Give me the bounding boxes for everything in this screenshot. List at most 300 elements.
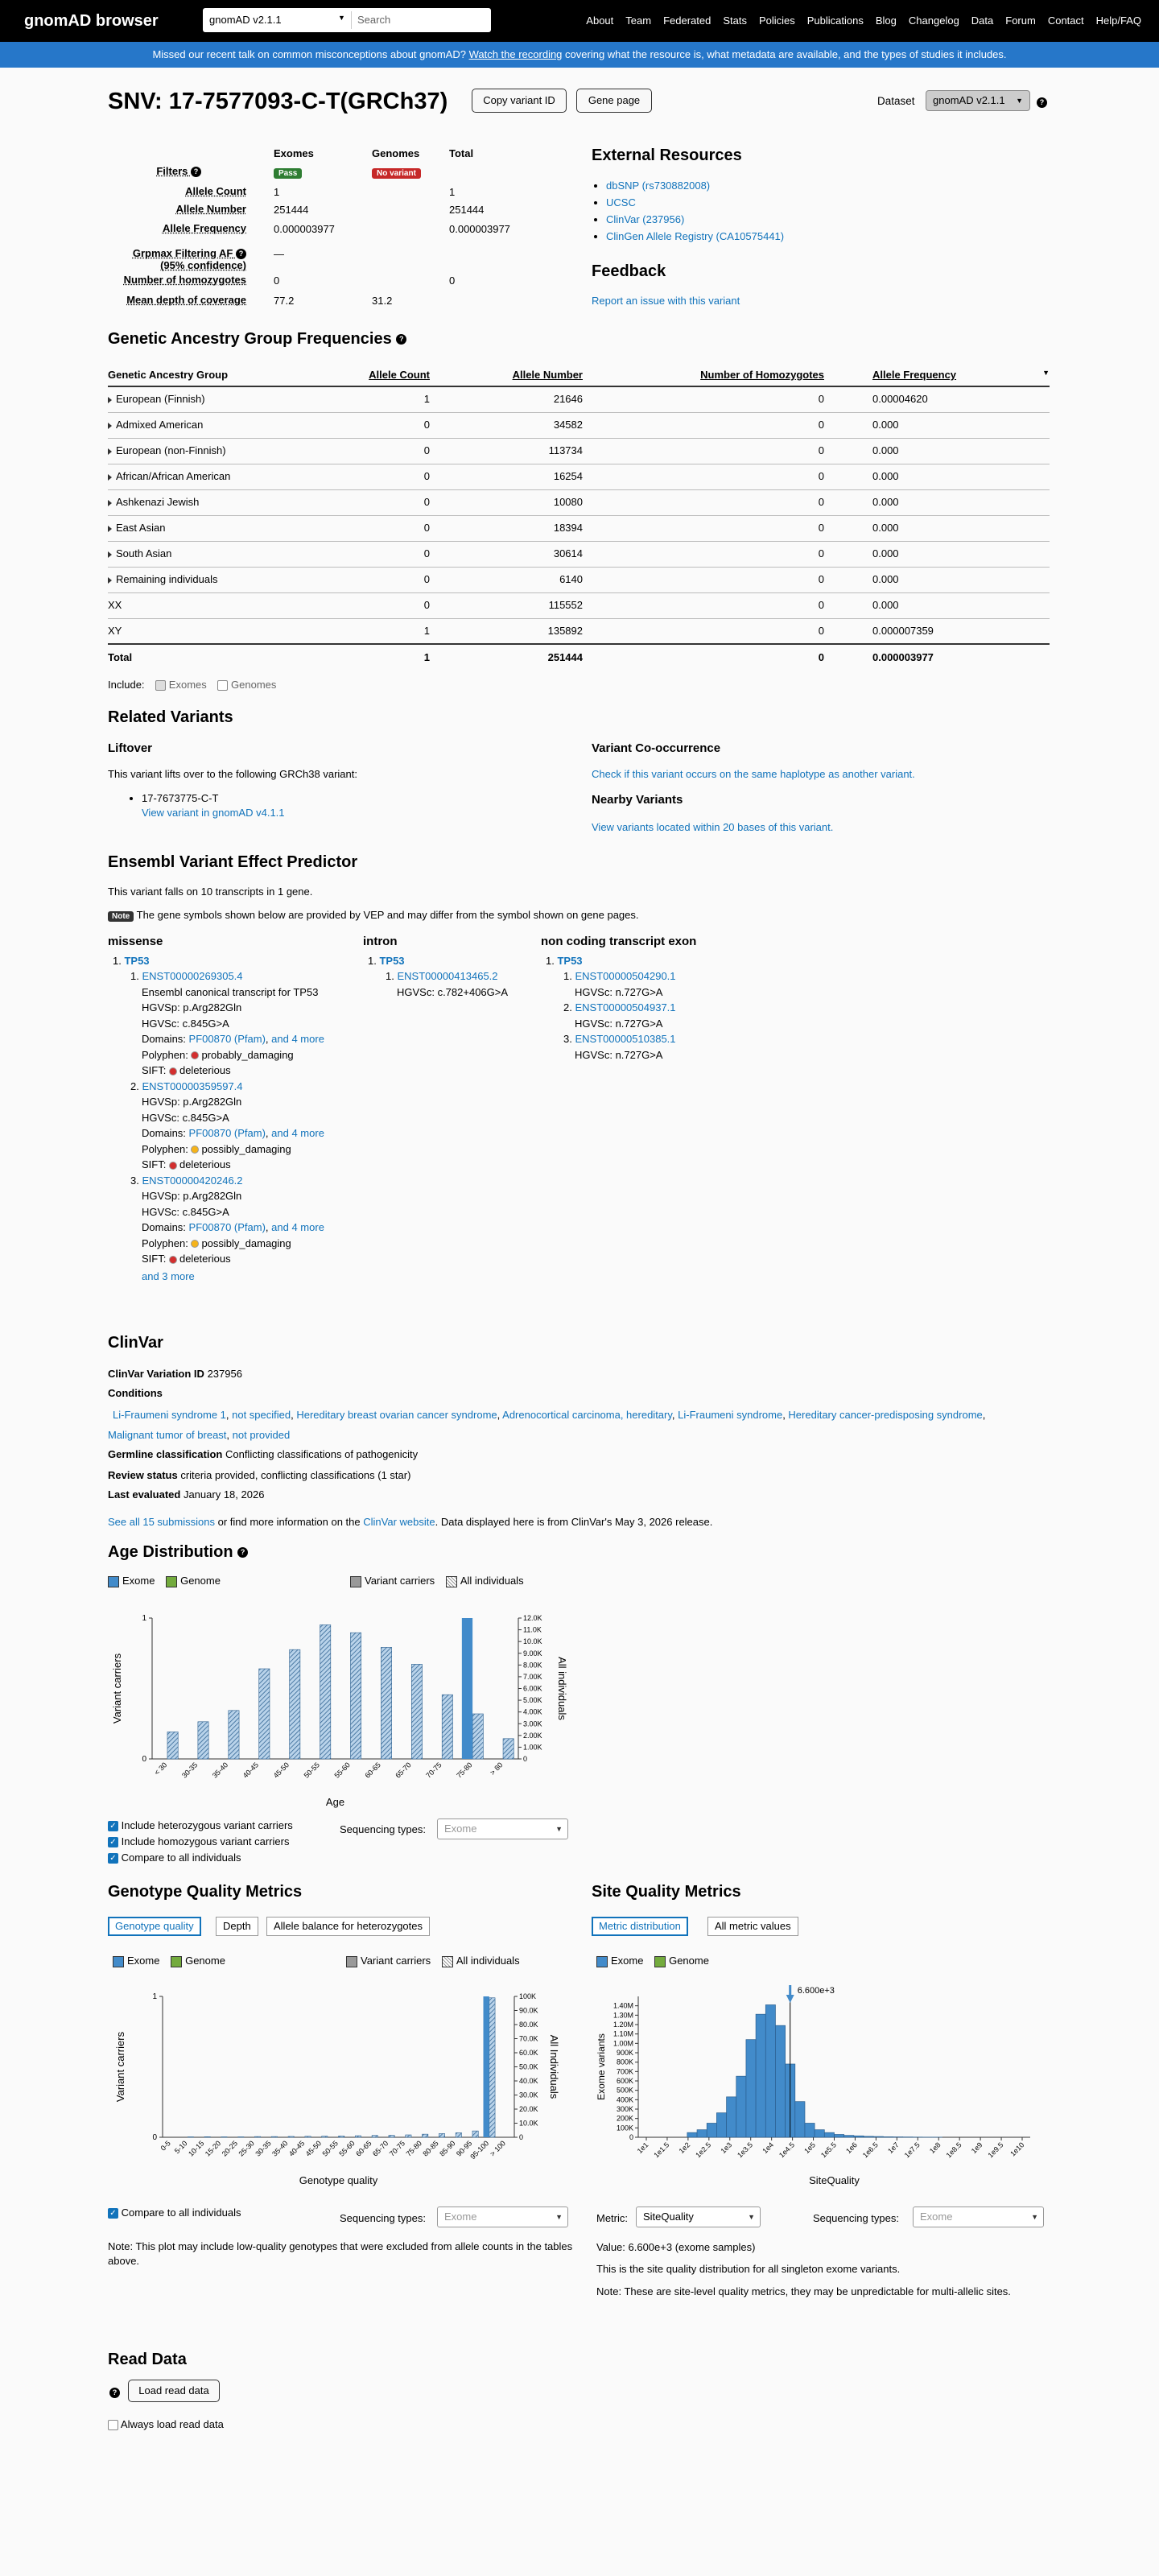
all-individuals-bar	[229, 1711, 239, 1759]
cell-text: 0	[818, 470, 824, 483]
y-tick-label: 1.10M	[612, 2029, 633, 2038]
transcript-link[interactable]: ENST00000359597.4	[142, 1080, 243, 1092]
dataset-selector[interactable]: gnomAD v2.1.1	[209, 14, 282, 26]
genome-swatch	[166, 1576, 177, 1587]
vep-title: Ensembl Variant Effect Predictor	[108, 853, 358, 871]
all-individuals-bar	[489, 1998, 495, 2137]
banner-link[interactable]: Watch the recording	[468, 48, 563, 60]
sort-icon[interactable]: ▼	[1042, 368, 1050, 377]
x-tick-label: 45-50	[271, 1761, 291, 1780]
condition-link[interactable]: Li-Fraumeni syndrome	[678, 1409, 783, 1421]
y2-tick-label: 7.00K	[523, 1672, 542, 1681]
sift-value: deleterious	[179, 1064, 231, 1076]
cell-af	[824, 412, 1050, 438]
genome-filter-badge: No variant	[372, 165, 421, 180]
cell-g[interactable]	[108, 464, 309, 489]
cell-text: 1	[423, 650, 430, 663]
freq-cell-e: 251444	[274, 204, 309, 216]
all-individuals-bar	[372, 2136, 377, 2137]
ancestry-table	[108, 364, 1050, 670]
all-individuals-bar	[238, 2136, 244, 2137]
cell-text: 0.000	[872, 496, 899, 509]
compare-all-checkbox[interactable]: ✓	[108, 2208, 118, 2219]
cell-g[interactable]	[108, 386, 309, 412]
x-tick-label: 30-35	[254, 2139, 273, 2158]
nav-contact[interactable]: Contact	[1047, 14, 1084, 27]
cell-hom	[583, 567, 824, 592]
banner-text-end: covering what the resource is, what metadata are available, and the types of studies it includes.	[565, 48, 1007, 60]
liftover-list	[142, 791, 218, 806]
search-bar[interactable]	[203, 8, 491, 32]
vep-intro: This variant falls on 10 transcripts in 1 gene.	[108, 886, 313, 898]
cell-text: 0	[818, 547, 824, 560]
x-tick-label: 30-35	[179, 1761, 200, 1780]
freq-cell-e: 1	[274, 186, 280, 198]
x-tick-label: 15-20	[203, 2139, 223, 2158]
vep-note	[108, 908, 639, 923]
cell-hom	[583, 386, 824, 412]
all-individuals-bar	[221, 2136, 227, 2137]
cell-text: 0	[818, 419, 824, 431]
y2-tick-label: 3.00K	[523, 1719, 542, 1728]
col-allele-frequency[interactable]: Allele Frequency ▼	[824, 364, 1050, 386]
y2-tick-label: 20.0K	[519, 2105, 538, 2113]
x-tick-label: 1e7	[886, 2140, 901, 2156]
cell-text: 115552	[548, 599, 583, 612]
x-tick-label: 50-55	[320, 2139, 340, 2158]
y-tick-label: 300K	[616, 2105, 633, 2113]
transcript-link[interactable]: ENST00000269305.4	[142, 970, 243, 982]
note-text: The gene symbols shown below are provided by VEP and may differ from the symbol shown on gene pages.	[136, 909, 639, 921]
help-icon[interactable]: ?	[1037, 95, 1047, 109]
y-tick-label: 1.40M	[612, 2001, 633, 2010]
help-icon[interactable]: ?	[236, 249, 246, 259]
cell-g[interactable]	[108, 567, 309, 592]
hgvsp: HGVSp: p.Arg282Gln	[142, 1001, 242, 1013]
tab-all-metric-values[interactable]: All metric values	[707, 1917, 798, 1936]
age-legend-series: Variant carriers All individuals	[350, 1574, 524, 1588]
help-icon[interactable]: ?	[109, 2385, 120, 2400]
expand-icon[interactable]	[108, 423, 112, 429]
cell-ac	[309, 515, 430, 541]
cell-text: 0	[423, 419, 430, 431]
nav-stats[interactable]: Stats	[723, 14, 747, 27]
nav-publications[interactable]: Publications	[806, 14, 864, 27]
cell-an	[430, 412, 583, 438]
col-allele-number[interactable]: Allele Number	[430, 364, 583, 386]
y-tick-label: 0	[142, 1755, 146, 1764]
more-domains-link[interactable]: and 4 more	[271, 1221, 324, 1233]
variant-carriers-bar	[462, 1618, 472, 1759]
gq-note: Note: This plot may include low-quality genotypes that were excluded from allele counts in the tables above.	[108, 2240, 573, 2267]
cell-an	[430, 592, 583, 618]
marker-arrow-icon	[786, 1995, 794, 2003]
sift-icon	[169, 1256, 177, 1264]
cell-text: 113734	[548, 444, 583, 457]
cell-hom	[583, 438, 824, 464]
x-tick-label: 1e8.5	[944, 2140, 963, 2160]
y-tick-label: 1.00M	[612, 2039, 633, 2048]
histogram-bar	[765, 2005, 775, 2138]
condition-link[interactable]: Hereditary cancer-predisposing syndrome	[788, 1409, 983, 1421]
nav-federated[interactable]: Federated	[663, 14, 711, 27]
y-tick-label: 800K	[616, 2058, 633, 2066]
x-tick-label: 10-15	[187, 2139, 206, 2158]
clinvar-website-link[interactable]: ClinVar website	[363, 1516, 435, 1528]
dataset-dropdown[interactable]: gnomAD v2.1.1 ▼	[926, 90, 1030, 111]
intron-column: intron 1. TP53 1. ENST00000413465.2 HGVSc: c.782+406G>A	[363, 934, 524, 1000]
cell-ac	[309, 644, 430, 670]
noncoding-column: non coding transcript exon 1. TP53 1. ENST00000504290.1 HGVSc: n.727G>A 2. ENST00000504937.1 HGVSc: n.727G>A 3. ENST00000510385.1 HGVSc: n.727G>A	[541, 934, 782, 1063]
cell-af	[824, 489, 1050, 515]
cell-text: 0	[818, 522, 824, 535]
clinvar-footer: See all 15 submissions or find more information on the ClinVar website. Data displayed here is from ClinVar's May 3, 2026 release.	[108, 1516, 713, 1528]
cell-text: 0	[818, 599, 824, 612]
cell-text: 1	[423, 624, 430, 637]
cell-an	[430, 541, 583, 567]
canonical-note: Ensembl canonical transcript for TP53	[142, 985, 319, 998]
cell-text: 0	[423, 522, 430, 535]
submissions-link[interactable]: See all 15 submissions	[108, 1516, 215, 1528]
expand-icon[interactable]	[108, 397, 112, 403]
cell-af	[824, 567, 1050, 592]
exome-swatch	[596, 1956, 608, 1967]
cell-text: 0	[423, 496, 430, 509]
expand-icon[interactable]	[108, 500, 112, 506]
age-seq-dropdown[interactable]: Exome ▼	[437, 1818, 568, 1839]
filters-label: Filters ?	[56, 164, 201, 179]
genomes-checkbox[interactable]	[217, 680, 228, 691]
exomes-checkbox[interactable]	[155, 680, 166, 691]
cell-text: 16254	[553, 470, 583, 483]
more-transcripts-link[interactable]: and 3 more	[142, 1269, 195, 1282]
col-group[interactable]: Genetic Ancestry Group	[108, 364, 309, 386]
age-distribution-title: Age Distribution ?	[108, 1542, 248, 1563]
cell-af	[824, 515, 1050, 541]
tab-depth[interactable]: Depth	[216, 1917, 258, 1936]
sq-legend-datasets: Exome Genome	[596, 1954, 709, 1968]
tab-metric-distribution[interactable]: Metric distribution	[592, 1917, 688, 1936]
compare-all-checkbox[interactable]: ✓	[108, 1853, 118, 1864]
cell-text: 6140	[559, 573, 583, 586]
gene-link[interactable]: TP53	[124, 954, 150, 967]
germline-classification: Germline classification Conflicting classifications of pathogenicity	[108, 1448, 419, 1460]
y2-tick-label: 11.0K	[523, 1625, 542, 1634]
cell-hom	[583, 618, 824, 644]
domain-link[interactable]: PF00870 (Pfam)	[188, 1221, 266, 1233]
more-domains-link[interactable]: and 4 more	[271, 1033, 324, 1045]
cell-text: 0.000007359	[872, 624, 934, 637]
nav-data[interactable]: Data	[971, 14, 994, 27]
freq-cell-e: 77.2	[274, 295, 295, 307]
intron-title: intron	[363, 935, 398, 948]
site-quality-chart	[592, 1976, 1058, 2194]
expand-icon[interactable]	[108, 551, 112, 558]
hgvsc: HGVSc: n.727G>A	[575, 1017, 663, 1030]
help-icon[interactable]: ?	[237, 1547, 248, 1558]
transcript-link[interactable]: ENST00000504290.1	[575, 970, 676, 982]
cell-ac	[309, 592, 430, 618]
col-exomes: Exomes	[274, 147, 314, 159]
y2-tick-label: 30.0K	[519, 2091, 538, 2099]
domain-link[interactable]: PF00870 (Pfam)	[188, 1127, 266, 1139]
liftover-link[interactable]: View variant in gnomAD v4.1.1	[142, 807, 285, 819]
tab-genotype-quality[interactable]: Genotype quality	[108, 1917, 201, 1936]
x-tick-label: 1e1.5	[652, 2140, 671, 2160]
gene-link[interactable]: TP53	[557, 954, 583, 967]
histogram-bar	[864, 2136, 873, 2137]
gene-page-button[interactable]: Gene page	[576, 89, 652, 113]
x-tick-label: 40-45	[241, 1761, 261, 1780]
hgvsp: HGVSp: p.Arg282Gln	[142, 1190, 242, 1202]
x-tick-label: 1e9.5	[986, 2140, 1005, 2160]
all-individuals-bar	[442, 1695, 452, 1759]
y2-tick-label: 6.00K	[523, 1684, 542, 1693]
cell-g[interactable]	[108, 541, 309, 567]
cell-g	[108, 592, 309, 618]
sift-icon	[169, 1067, 177, 1075]
all-individuals-bar	[320, 1624, 331, 1759]
nav-policies[interactable]: Policies	[758, 14, 795, 27]
ucsc-link[interactable]: UCSC	[606, 196, 636, 208]
nav-team[interactable]: Team	[625, 14, 652, 27]
cell-text: Total	[108, 650, 133, 663]
all-individuals-bar	[271, 2136, 277, 2137]
cell-g[interactable]	[108, 438, 309, 464]
col-allele-count[interactable]: Allele Count	[309, 364, 430, 386]
metric-note: Note: These are site-level quality metrics, they may be unpredictable for multi-allelic sites.	[596, 2285, 1011, 2297]
nav-changelog[interactable]: Changelog	[908, 14, 959, 27]
homozygous-checkbox[interactable]: ✓	[108, 1837, 118, 1847]
polyphen-icon	[191, 1051, 199, 1059]
genome-swatch	[654, 1956, 666, 1967]
y2-tick-label: 8.00K	[523, 1661, 542, 1670]
all-individuals-bar	[305, 2136, 311, 2137]
y-tick-label: 0	[629, 2133, 633, 2141]
y2-tick-label: 1.00K	[523, 1743, 542, 1752]
x-tick-label: 90-95	[455, 2139, 474, 2158]
condition-link[interactable]: Adrenocortical carcinoma, hereditary	[502, 1409, 672, 1421]
cell-an	[430, 438, 583, 464]
expand-icon[interactable]	[108, 577, 112, 584]
dbsnp-link[interactable]: dbSNP (rs730882008)	[606, 180, 711, 192]
search-input[interactable]: Search	[357, 14, 391, 26]
include-row	[108, 678, 276, 692]
x-tick-label: 40-45	[287, 2139, 307, 2158]
top-navbar	[0, 0, 1159, 42]
cell-text: XX	[108, 599, 122, 612]
exome-swatch	[113, 1956, 124, 1967]
histogram-bar	[873, 2136, 883, 2137]
nav-forum[interactable]: Forum	[1005, 14, 1036, 27]
related-variants-title: Related Variants	[108, 708, 233, 726]
conditions-list: Li-Fraumeni syndrome 1, not specified, Hereditary breast ovarian cancer syndrome, Adrenocortical carcinoma, hereditary, Li-Fraumeni syndrome, Hereditary cancer-predisposing syndrome, Malignant tumor of breast, not provided	[108, 1409, 986, 1441]
exome-filter-badge: Pass	[274, 165, 302, 180]
y-tick-label: 900K	[616, 2049, 633, 2057]
histogram-bar	[746, 2040, 756, 2137]
expand-icon[interactable]	[108, 474, 112, 481]
x-tick-label: 1e7.5	[902, 2140, 922, 2160]
histogram-bar	[727, 2097, 736, 2137]
gq-seq-label: Sequencing types:	[340, 2212, 426, 2224]
cell-g	[108, 644, 309, 670]
cell-an	[430, 464, 583, 489]
cell-text: Admixed American	[116, 419, 204, 431]
cell-text: 34582	[553, 419, 583, 431]
histogram-bar	[775, 2025, 785, 2137]
cell-text: South Asian	[116, 547, 172, 560]
sift-icon	[169, 1162, 177, 1170]
x-tick-label: 65-70	[394, 1761, 413, 1780]
x-tick-label: 1e4.5	[777, 2140, 797, 2160]
cell-g[interactable]	[108, 489, 309, 515]
cell-ac	[309, 438, 430, 464]
polyphen-value: possibly_damaging	[201, 1142, 291, 1155]
x-tick-label: 5-10	[172, 2139, 189, 2156]
condition-link[interactable]: not specified	[232, 1409, 291, 1421]
gene-link[interactable]: TP53	[379, 954, 405, 967]
metric-dropdown[interactable]: SiteQuality ▼	[636, 2207, 761, 2227]
metric-value-line: Value: 6.600e+3 (exome samples)	[596, 2241, 756, 2253]
age-legend-datasets: Exome Genome	[108, 1574, 221, 1588]
transcript-link[interactable]: ENST00000510385.1	[575, 1033, 676, 1045]
x-tick-label: 1e6	[844, 2140, 859, 2156]
table-row	[108, 541, 1050, 567]
clinvar-id: ClinVar Variation ID 237956	[108, 1368, 242, 1380]
heterozygous-checkbox[interactable]: ✓	[108, 1821, 118, 1831]
all-individuals-bar	[350, 1633, 361, 1759]
histogram-bar	[854, 2136, 864, 2137]
transcript-link[interactable]: ENST00000504937.1	[575, 1001, 676, 1013]
x-tick-label: 25-30	[237, 2139, 256, 2158]
genotype-quality-title: Genotype Quality Metrics	[108, 1883, 303, 1901]
cell-af	[824, 618, 1050, 644]
always-load-checkbox[interactable]	[108, 2420, 118, 2430]
y-tick-label: 1	[142, 1614, 146, 1623]
y2-tick-label: 5.00K	[523, 1696, 542, 1705]
cell-text: 0.00004620	[872, 393, 928, 406]
metric-description: This is the site quality distribution for all singleton exome variants.	[596, 2263, 901, 2275]
x-tick-label: 1e1	[635, 2140, 650, 2156]
clinvar-link[interactable]: ClinVar (237956)	[606, 213, 685, 225]
page-title: SNV: 17-7577093-C-T(GRCh37)	[108, 89, 448, 114]
x-tick-label: 1e9	[969, 2140, 984, 2156]
condition-link[interactable]: Li-Fraumeni syndrome 1	[113, 1409, 226, 1421]
metric-label: Metric:	[596, 2212, 628, 2224]
all-individuals-swatch	[446, 1576, 457, 1587]
site-quality-title: Site Quality Metrics	[592, 1883, 741, 1901]
y-tick-label: 500K	[616, 2086, 633, 2095]
cell-text: 0.000	[872, 444, 899, 457]
transcript-link[interactable]: ENST00000413465.2	[397, 970, 498, 982]
col-homozygotes[interactable]: Number of Homozygotes	[583, 364, 824, 386]
histogram-bar	[756, 2014, 765, 2137]
condition-link[interactable]: Hereditary breast ovarian cancer syndrome	[296, 1409, 497, 1421]
x-tick-label: 60-65	[354, 2139, 373, 2158]
hgvsc: HGVSc: c.845G>A	[142, 1017, 229, 1030]
x-tick-label: 85-90	[438, 2139, 457, 2158]
nav-blog[interactable]: Blog	[875, 14, 897, 27]
all-individuals-bar	[411, 1664, 422, 1759]
freq-row-label: Allele Frequency	[162, 222, 246, 234]
nearby-link[interactable]: View variants located within 20 bases of this variant.	[592, 821, 834, 833]
y2-tick-label: 10.0K	[523, 1637, 542, 1646]
nav-about[interactable]: About	[586, 14, 614, 27]
marker-label: 6.600e+3	[797, 1986, 835, 1996]
freq-row-label: Allele Count	[185, 185, 246, 197]
cell-g[interactable]	[108, 515, 309, 541]
all-individuals-bar	[322, 2136, 328, 2137]
table-row	[108, 438, 1050, 464]
x-tick-label: 50-55	[302, 1761, 321, 1780]
noncoding-title: non coding transcript exon	[541, 935, 697, 948]
conditions-label: Conditions	[108, 1387, 163, 1399]
cell-text: 1	[423, 393, 430, 406]
sq-seq-dropdown[interactable]: Exome ▼	[913, 2207, 1044, 2227]
cell-text: 251444	[547, 650, 583, 663]
copy-variant-id-button[interactable]: Copy variant ID	[472, 89, 567, 113]
expand-icon[interactable]	[108, 526, 112, 532]
cell-af	[824, 438, 1050, 464]
x-tick-label: 45-50	[303, 2139, 324, 2158]
freq-cell-t: 0.000003977	[449, 223, 510, 235]
gq-seq-dropdown[interactable]: Exome ▼	[437, 2207, 568, 2227]
x-tick-label: 60-65	[363, 1761, 382, 1780]
cell-text: 21646	[553, 393, 583, 406]
cell-text: 0	[818, 393, 824, 406]
cooccurrence-link[interactable]: Check if this variant occurs on the same haplotype as another variant.	[592, 768, 915, 780]
y2-tick-label: 10.0K	[519, 2119, 538, 2128]
x-tick-label: 1e3	[719, 2140, 734, 2156]
y2-tick-label: 90.0K	[519, 2006, 538, 2015]
cell-text: European (non-Finnish)	[116, 444, 226, 457]
gq-legend-datasets: Exome Genome	[113, 1954, 225, 1968]
more-domains-link[interactable]: and 4 more	[271, 1127, 324, 1139]
nav-help[interactable]: Help/FAQ	[1095, 14, 1141, 27]
help-icon[interactable]: ?	[396, 334, 406, 345]
y2-tick-label: 0	[523, 1755, 528, 1763]
tab-allele-balance[interactable]: Allele balance for heterozygotes	[266, 1917, 430, 1936]
help-icon[interactable]: ?	[191, 167, 201, 177]
cell-g[interactable]	[108, 412, 309, 438]
chevron-down-icon[interactable]: ▼	[338, 14, 345, 22]
brand-logo[interactable]: gnomAD browser	[24, 12, 159, 30]
histogram-bar	[687, 2132, 697, 2137]
cell-af	[824, 644, 1050, 670]
y-tick-label: 600K	[616, 2077, 633, 2085]
expand-icon[interactable]	[108, 448, 112, 455]
carriers-swatch	[350, 1576, 361, 1587]
clingen-link[interactable]: ClinGen Allele Registry (CA10575441)	[606, 230, 785, 242]
all-individuals-bar	[339, 2136, 344, 2137]
transcript-link[interactable]: ENST00000420246.2	[142, 1174, 243, 1187]
histogram-bar	[835, 2135, 844, 2138]
cell-text: 0	[423, 573, 430, 586]
histogram-bar	[697, 2130, 707, 2137]
x-tick-label: 75-80	[404, 2139, 423, 2158]
load-read-data-button[interactable]: Load read data	[128, 2380, 220, 2402]
liftover-text: This variant lifts over to the following GRCh38 variant:	[108, 768, 357, 780]
report-issue-link[interactable]: Report an issue with this variant	[592, 295, 740, 307]
condition-link[interactable]: Malignant tumor of breast	[108, 1429, 227, 1441]
y2-axis-label: All Individuals	[548, 2034, 560, 2099]
freq-cell-g: 31.2	[372, 295, 393, 307]
cell-text: 0	[423, 599, 430, 612]
domain-link[interactable]: PF00870 (Pfam)	[188, 1033, 266, 1045]
condition-link[interactable]: not provided	[232, 1429, 291, 1441]
divider	[351, 11, 352, 29]
table-row	[108, 644, 1050, 670]
